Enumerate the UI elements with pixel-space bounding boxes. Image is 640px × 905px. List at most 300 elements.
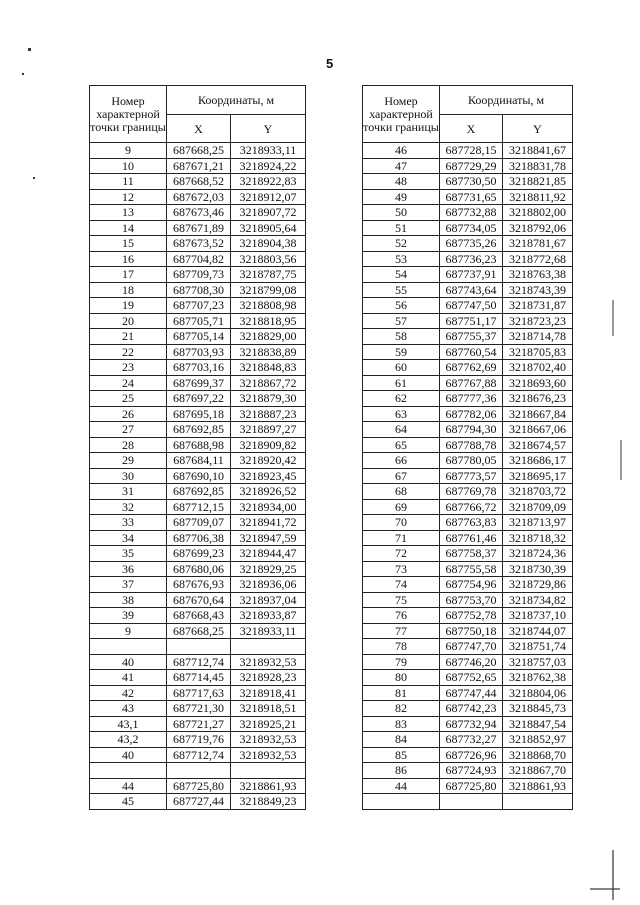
cell-x: 687712,74 [167,654,231,670]
header-y: Y [231,115,306,143]
cell-y: 3218674,57 [503,437,573,453]
cell-x: 687712,74 [167,747,231,763]
table-row [363,313,573,329]
cell-point-number: 40 [90,747,167,763]
table-row [90,422,306,438]
cell-point-number: 66 [363,453,440,469]
cell-point-number: 26 [90,406,167,422]
cell-point-number: 58 [363,329,440,345]
cell-x: 687742,23 [440,701,503,717]
cell-point-number: 81 [363,685,440,701]
scan-edge-mark [612,300,614,336]
cell-point-number: 71 [363,530,440,546]
table-row [90,437,306,453]
table-row [363,546,573,562]
scan-edge-mark [590,888,620,890]
cell-y: 3218925,21 [231,716,306,732]
cell-x: 687721,30 [167,701,231,717]
cell-x [167,763,231,779]
cell-point-number: 63 [363,406,440,422]
cell-point-number: 28 [90,437,167,453]
table-row [90,794,306,810]
cell-x: 687725,80 [440,778,503,794]
cell-point-number: 86 [363,763,440,779]
cell-y: 3218829,00 [231,329,306,345]
table-row [90,205,306,221]
cell-y: 3218709,09 [503,499,573,515]
cell-point-number [90,763,167,779]
cell-y: 3218934,00 [231,499,306,515]
table-row [363,329,573,345]
cell-y: 3218808,98 [231,298,306,314]
cell-point-number: 20 [90,313,167,329]
table-row [363,453,573,469]
cell-y: 3218723,23 [503,313,573,329]
cell-x: 687668,52 [167,174,231,190]
table-row [363,375,573,391]
table-row [363,437,573,453]
table-row [363,220,573,236]
cell-point-number: 22 [90,344,167,360]
cell-y: 3218730,39 [503,561,573,577]
cell-point-number: 10 [90,158,167,174]
cell-y: 3218918,41 [231,685,306,701]
cell-y: 3218932,53 [231,654,306,670]
cell-point-number: 69 [363,499,440,515]
cell-x: 687758,37 [440,546,503,562]
table-row [90,716,306,732]
cell-x: 687707,23 [167,298,231,314]
cell-point-number: 33 [90,515,167,531]
cell-y: 3218703,72 [503,484,573,500]
header-y: Y [503,115,573,143]
cell-point-number: 9 [90,143,167,159]
table-row [363,344,573,360]
table-row [363,592,573,608]
table-row [363,577,573,593]
table-row [363,716,573,732]
cell-y: 3218729,86 [503,577,573,593]
cell-point-number: 59 [363,344,440,360]
table-row [363,623,573,639]
table-row [90,267,306,283]
table-row [363,360,573,376]
cell-y: 3218686,17 [503,453,573,469]
cell-x: 687755,37 [440,329,503,345]
table-row [363,794,573,810]
table-row [90,406,306,422]
cell-y: 3218868,70 [503,747,573,763]
table-row [90,701,306,717]
cell-point-number: 27 [90,422,167,438]
cell-y: 3218907,72 [231,205,306,221]
cell-x: 687699,23 [167,546,231,562]
cell-x: 687730,50 [440,174,503,190]
cell-x: 687752,65 [440,670,503,686]
cell-x: 687695,18 [167,406,231,422]
cell-y: 3218933,87 [231,608,306,624]
table-row [90,174,306,190]
cell-point-number: 35 [90,546,167,562]
cell-point-number: 18 [90,282,167,298]
cell-x: 687705,14 [167,329,231,345]
table-row [363,639,573,655]
cell-y: 3218912,07 [231,189,306,205]
cell-point-number: 79 [363,654,440,670]
cell-y: 3218849,23 [231,794,306,810]
table-row [90,143,306,159]
scan-edge-mark [612,850,614,900]
table-row [90,360,306,376]
table-row [90,344,306,360]
cell-y: 3218743,39 [503,282,573,298]
cell-x: 687712,15 [167,499,231,515]
table-row [363,670,573,686]
cell-point-number: 64 [363,422,440,438]
table-row [90,670,306,686]
cell-y: 3218744,07 [503,623,573,639]
cell-point-number: 17 [90,267,167,283]
table-row [90,282,306,298]
cell-point-number: 43 [90,701,167,717]
cell-y: 3218751,74 [503,639,573,655]
cell-point-number: 85 [363,747,440,763]
cell-y: 3218667,06 [503,422,573,438]
cell-point-number: 43,2 [90,732,167,748]
cell-y: 3218838,89 [231,344,306,360]
cell-point-number: 61 [363,375,440,391]
cell-point-number: 21 [90,329,167,345]
cell-point-number: 32 [90,499,167,515]
table-row [363,422,573,438]
cell-x: 687703,16 [167,360,231,376]
cell-x: 687751,17 [440,313,503,329]
cell-point-number: 13 [90,205,167,221]
table-row [90,391,306,407]
table-row [363,701,573,717]
cell-y: 3218731,87 [503,298,573,314]
cell-point-number [363,794,440,810]
cell-x: 687671,21 [167,158,231,174]
cell-y: 3218845,73 [503,701,573,717]
table-row [363,189,573,205]
cell-x: 687692,85 [167,422,231,438]
scan-speck [22,73,24,75]
cell-point-number: 24 [90,375,167,391]
table-row [90,747,306,763]
cell-y: 3218944,47 [231,546,306,562]
table-row [90,468,306,484]
table-row [363,484,573,500]
cell-x: 687721,27 [167,716,231,732]
cell-x: 687736,23 [440,251,503,267]
cell-x: 687728,15 [440,143,503,159]
cell-point-number: 55 [363,282,440,298]
cell-point-number: 67 [363,468,440,484]
cell-x: 687672,03 [167,189,231,205]
cell-y: 3218852,97 [503,732,573,748]
cell-y: 3218702,40 [503,360,573,376]
cell-point-number: 31 [90,484,167,500]
table-row [90,546,306,562]
table-row [90,577,306,593]
cell-point-number: 52 [363,236,440,252]
header-coordinates: Координаты, м [440,86,573,115]
cell-x: 687746,20 [440,654,503,670]
cell-y: 3218867,72 [231,375,306,391]
header-x: X [440,115,503,143]
table-row [90,189,306,205]
page-number: 5 [326,56,334,71]
cell-x: 687766,72 [440,499,503,515]
cell-point-number: 84 [363,732,440,748]
cell-y: 3218904,38 [231,236,306,252]
cell-point-number: 56 [363,298,440,314]
cell-x: 687705,71 [167,313,231,329]
table-row [90,732,306,748]
cell-y: 3218841,67 [503,143,573,159]
cell-x: 687734,05 [440,220,503,236]
cell-x: 687671,89 [167,220,231,236]
table-row [90,778,306,794]
cell-point-number: 29 [90,453,167,469]
cell-point-number: 12 [90,189,167,205]
cell-y: 3218936,06 [231,577,306,593]
header-point-number: Номер характерной точки границы [90,86,167,143]
cell-point-number: 49 [363,189,440,205]
cell-point-number: 23 [90,360,167,376]
table-row [363,236,573,252]
cell-y: 3218933,11 [231,623,306,639]
table-row [363,499,573,515]
table-row [90,313,306,329]
cell-x: 687773,57 [440,468,503,484]
table-row [363,778,573,794]
table-row [363,763,573,779]
cell-y: 3218847,54 [503,716,573,732]
cell-point-number: 68 [363,484,440,500]
cell-x: 687747,44 [440,685,503,701]
cell-y: 3218693,60 [503,375,573,391]
cell-x: 687747,70 [440,639,503,655]
cell-y: 3218676,23 [503,391,573,407]
cell-y: 3218737,10 [503,608,573,624]
cell-x: 687782,06 [440,406,503,422]
cell-y: 3218695,17 [503,468,573,484]
cell-y: 3218734,82 [503,592,573,608]
table-row [363,158,573,174]
cell-x: 687692,85 [167,484,231,500]
cell-x: 687769,78 [440,484,503,500]
table-row [363,561,573,577]
table-row [90,329,306,345]
coordinates-table-right [362,85,573,810]
cell-point-number: 48 [363,174,440,190]
table-row [90,515,306,531]
cell-y: 3218802,00 [503,205,573,221]
cell-x: 687747,50 [440,298,503,314]
cell-x: 687709,07 [167,515,231,531]
cell-x: 687704,82 [167,251,231,267]
cell-point-number: 51 [363,220,440,236]
cell-y: 3218933,11 [231,143,306,159]
table-row [363,732,573,748]
cell-point-number: 30 [90,468,167,484]
table-row [90,375,306,391]
cell-y: 3218879,30 [231,391,306,407]
cell-x: 687794,30 [440,422,503,438]
table-row [363,205,573,221]
cell-point-number: 70 [363,515,440,531]
cell-y: 3218713,97 [503,515,573,531]
scan-speck [28,48,31,51]
cell-point-number: 57 [363,313,440,329]
cell-point-number: 82 [363,701,440,717]
table-row [363,468,573,484]
cell-point-number [90,639,167,655]
table-row [90,236,306,252]
cell-x: 687777,36 [440,391,503,407]
cell-point-number: 53 [363,251,440,267]
cell-x: 687729,29 [440,158,503,174]
table-row [90,608,306,624]
coordinates-table-left [89,85,306,810]
table-row [363,174,573,190]
cell-x: 687668,25 [167,143,231,159]
cell-x: 687743,64 [440,282,503,298]
cell-point-number: 45 [90,794,167,810]
cell-x: 687688,98 [167,437,231,453]
cell-point-number: 14 [90,220,167,236]
cell-y: 3218926,52 [231,484,306,500]
cell-x: 687709,73 [167,267,231,283]
cell-y: 3218705,83 [503,344,573,360]
cell-y: 3218803,56 [231,251,306,267]
cell-y: 3218928,23 [231,670,306,686]
scan-edge-mark [620,440,622,480]
table-row [90,639,306,655]
table-row [363,391,573,407]
table-row [90,158,306,174]
cell-point-number: 40 [90,654,167,670]
table-row [363,267,573,283]
cell-x: 687750,18 [440,623,503,639]
cell-x: 687732,88 [440,205,503,221]
cell-x: 687699,37 [167,375,231,391]
cell-point-number: 44 [90,778,167,794]
cell-x: 687788,78 [440,437,503,453]
cell-y: 3218818,95 [231,313,306,329]
cell-point-number: 65 [363,437,440,453]
table-row [90,251,306,267]
cell-y: 3218932,53 [231,747,306,763]
cell-point-number: 73 [363,561,440,577]
cell-point-number: 41 [90,670,167,686]
header-coordinates: Координаты, м [167,86,306,115]
cell-y: 3218667,84 [503,406,573,422]
cell-x: 687735,26 [440,236,503,252]
cell-x: 687755,58 [440,561,503,577]
cell-x: 687763,83 [440,515,503,531]
cell-x: 687684,11 [167,453,231,469]
cell-x: 687727,44 [167,794,231,810]
cell-y: 3218905,64 [231,220,306,236]
cell-x: 687732,27 [440,732,503,748]
cell-y: 3218792,06 [503,220,573,236]
cell-point-number: 47 [363,158,440,174]
cell-x: 687761,46 [440,530,503,546]
cell-point-number: 60 [363,360,440,376]
cell-y: 3218811,92 [503,189,573,205]
cell-y: 3218724,36 [503,546,573,562]
cell-x: 687670,64 [167,592,231,608]
cell-point-number: 76 [363,608,440,624]
cell-point-number: 39 [90,608,167,624]
cell-x: 687673,46 [167,205,231,221]
cell-x: 687767,88 [440,375,503,391]
cell-y: 3218781,67 [503,236,573,252]
cell-x: 687731,65 [440,189,503,205]
cell-y: 3218937,04 [231,592,306,608]
cell-point-number: 77 [363,623,440,639]
cell-x: 687676,93 [167,577,231,593]
table-row [363,608,573,624]
cell-y: 3218718,32 [503,530,573,546]
cell-point-number: 42 [90,685,167,701]
cell-point-number: 11 [90,174,167,190]
cell-y: 3218929,25 [231,561,306,577]
table-row [363,685,573,701]
cell-x: 687668,25 [167,623,231,639]
cell-point-number: 34 [90,530,167,546]
cell-point-number: 54 [363,267,440,283]
cell-y: 3218861,93 [503,778,573,794]
cell-point-number: 43,1 [90,716,167,732]
cell-y: 3218920,42 [231,453,306,469]
table-row [90,484,306,500]
cell-point-number: 72 [363,546,440,562]
cell-x: 687726,96 [440,747,503,763]
cell-y: 3218762,38 [503,670,573,686]
cell-y: 3218714,78 [503,329,573,345]
table-row [363,143,573,159]
cell-x [440,794,503,810]
cell-x: 687752,78 [440,608,503,624]
cell-x: 687668,43 [167,608,231,624]
cell-y: 3218924,22 [231,158,306,174]
cell-point-number: 75 [363,592,440,608]
table-row [363,298,573,314]
cell-point-number: 19 [90,298,167,314]
table-row [90,763,306,779]
cell-y: 3218787,75 [231,267,306,283]
cell-x: 687753,70 [440,592,503,608]
cell-y: 3218867,70 [503,763,573,779]
cell-y: 3218897,27 [231,422,306,438]
table-row [363,282,573,298]
cell-x: 687697,22 [167,391,231,407]
cell-y: 3218887,23 [231,406,306,422]
cell-y: 3218821,85 [503,174,573,190]
cell-y: 3218922,83 [231,174,306,190]
cell-point-number: 15 [90,236,167,252]
cell-x: 687690,10 [167,468,231,484]
cell-point-number: 9 [90,623,167,639]
cell-point-number: 44 [363,778,440,794]
cell-x: 687732,94 [440,716,503,732]
cell-x: 687762,69 [440,360,503,376]
cell-point-number: 25 [90,391,167,407]
